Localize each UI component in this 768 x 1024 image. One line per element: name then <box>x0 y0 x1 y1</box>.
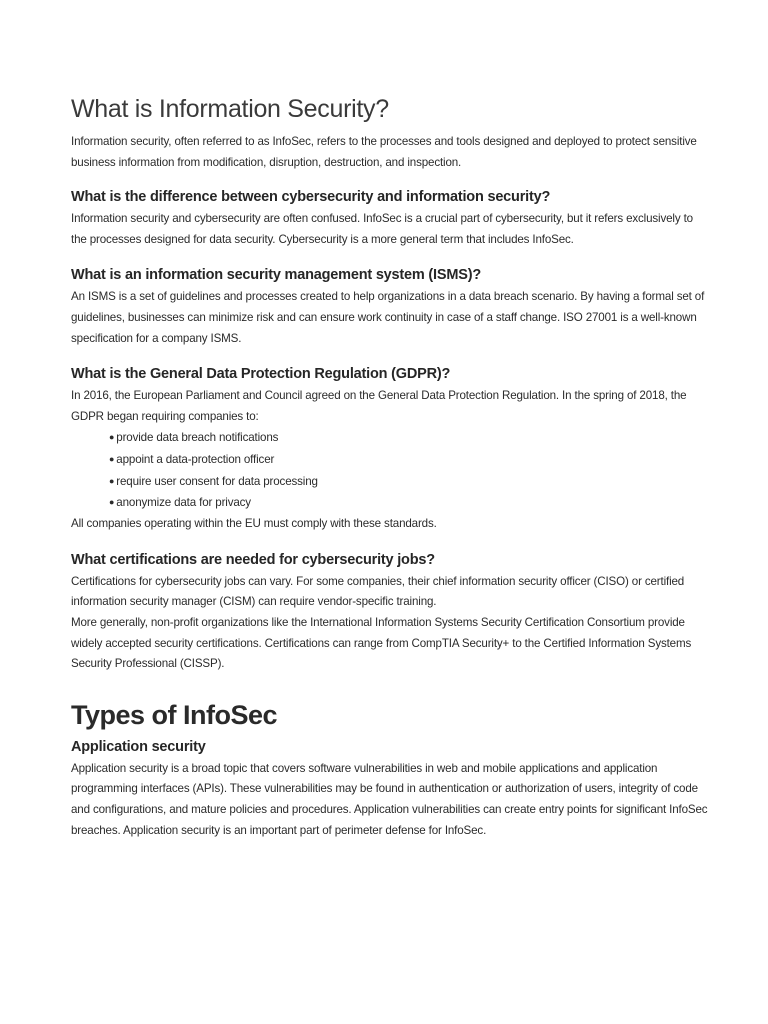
intro-paragraph: Information security, often referred to as InfoSec, refers to the processes and tools designed and deployed to protect sensitive business information from modification, disruption, destruction, and inspection. <box>71 135 697 169</box>
section-heading: What is the difference between cybersecurity and information security? <box>71 189 551 206</box>
section-closing-paragraph: All companies operating within the EU must comply with these standards. <box>71 517 437 531</box>
section-heading: What certifications are needed for cybersecurity jobs? <box>71 551 435 568</box>
section-heading: What is the General Data Protection Regulation (GDPR)? <box>71 366 451 383</box>
section-application-security <box>71 737 708 841</box>
bullet-icon: ● <box>109 454 115 465</box>
section-heading: What is an information security management system (ISMS)? <box>71 267 481 284</box>
list-item <box>109 492 708 514</box>
section-isms <box>71 265 708 349</box>
gdpr-requirements-list <box>71 427 708 514</box>
section-certifications <box>71 550 708 675</box>
list-item <box>109 427 708 449</box>
list-item <box>109 449 708 471</box>
section-paragraph-2: More generally, non-profit organizations like the International Information Systems Security Certification Consortium provide widely accepted security certifications. Certifications can range from CompTIA Security+ to the Certified Information Systems Security Professional (CISSP). <box>71 615 692 671</box>
list-item-text: provide data breach notifications <box>116 431 279 445</box>
list-item <box>109 471 708 493</box>
types-title: Types of InfoSec <box>71 699 278 730</box>
bullet-icon: ● <box>109 497 115 508</box>
bullet-icon: ● <box>109 475 115 486</box>
section-difference <box>71 187 708 250</box>
section-heading: Application security <box>71 738 206 755</box>
bullet-icon: ● <box>109 432 115 443</box>
section-paragraph: Certifications for cybersecurity jobs can vary. For some companies, their chief information security officer (CISO) or certified information security manager (CISM) can require vendor-specific training. <box>71 574 685 609</box>
section-paragraph: Application security is a broad topic that covers software vulnerabilities in web and mobile applications and application programming interfaces (APIs). These vulnerabilities may be found in authentication or authorization of users, integrity of code and configurations, and mature policies and procedures. Application vulnerabilities can create entry points for significant InfoSec breaches. Application security is an important part of perimeter defense for InfoSec. <box>71 761 708 837</box>
list-item-text: anonymize data for privacy <box>116 496 251 510</box>
section-paragraph: Information security and cybersecurity are often confused. InfoSec is a crucial part of cybersecurity, but it refers exclusively to the processes designed for data security. Cybersecurity is a more general term that includes InfoSec. <box>71 212 693 246</box>
page-title: What is Information Security? <box>71 95 389 123</box>
section-paragraph: In 2016, the European Parliament and Council agreed on the General Data Protection Regulation. In the spring of 2018, the GDPR began requiring companies to: <box>71 389 687 423</box>
section-paragraph: An ISMS is a set of guidelines and processes created to help organizations in a data breach scenario. By having a formal set of guidelines, businesses can minimize risk and can ensure work continuity in case of a staff change. ISO 27001 is a well-known specification for a company ISMS. <box>71 290 705 345</box>
section-gdpr <box>71 364 708 535</box>
list-item-text: require user consent for data processing <box>116 474 318 488</box>
list-item-text: appoint a data-protection officer <box>116 453 275 467</box>
